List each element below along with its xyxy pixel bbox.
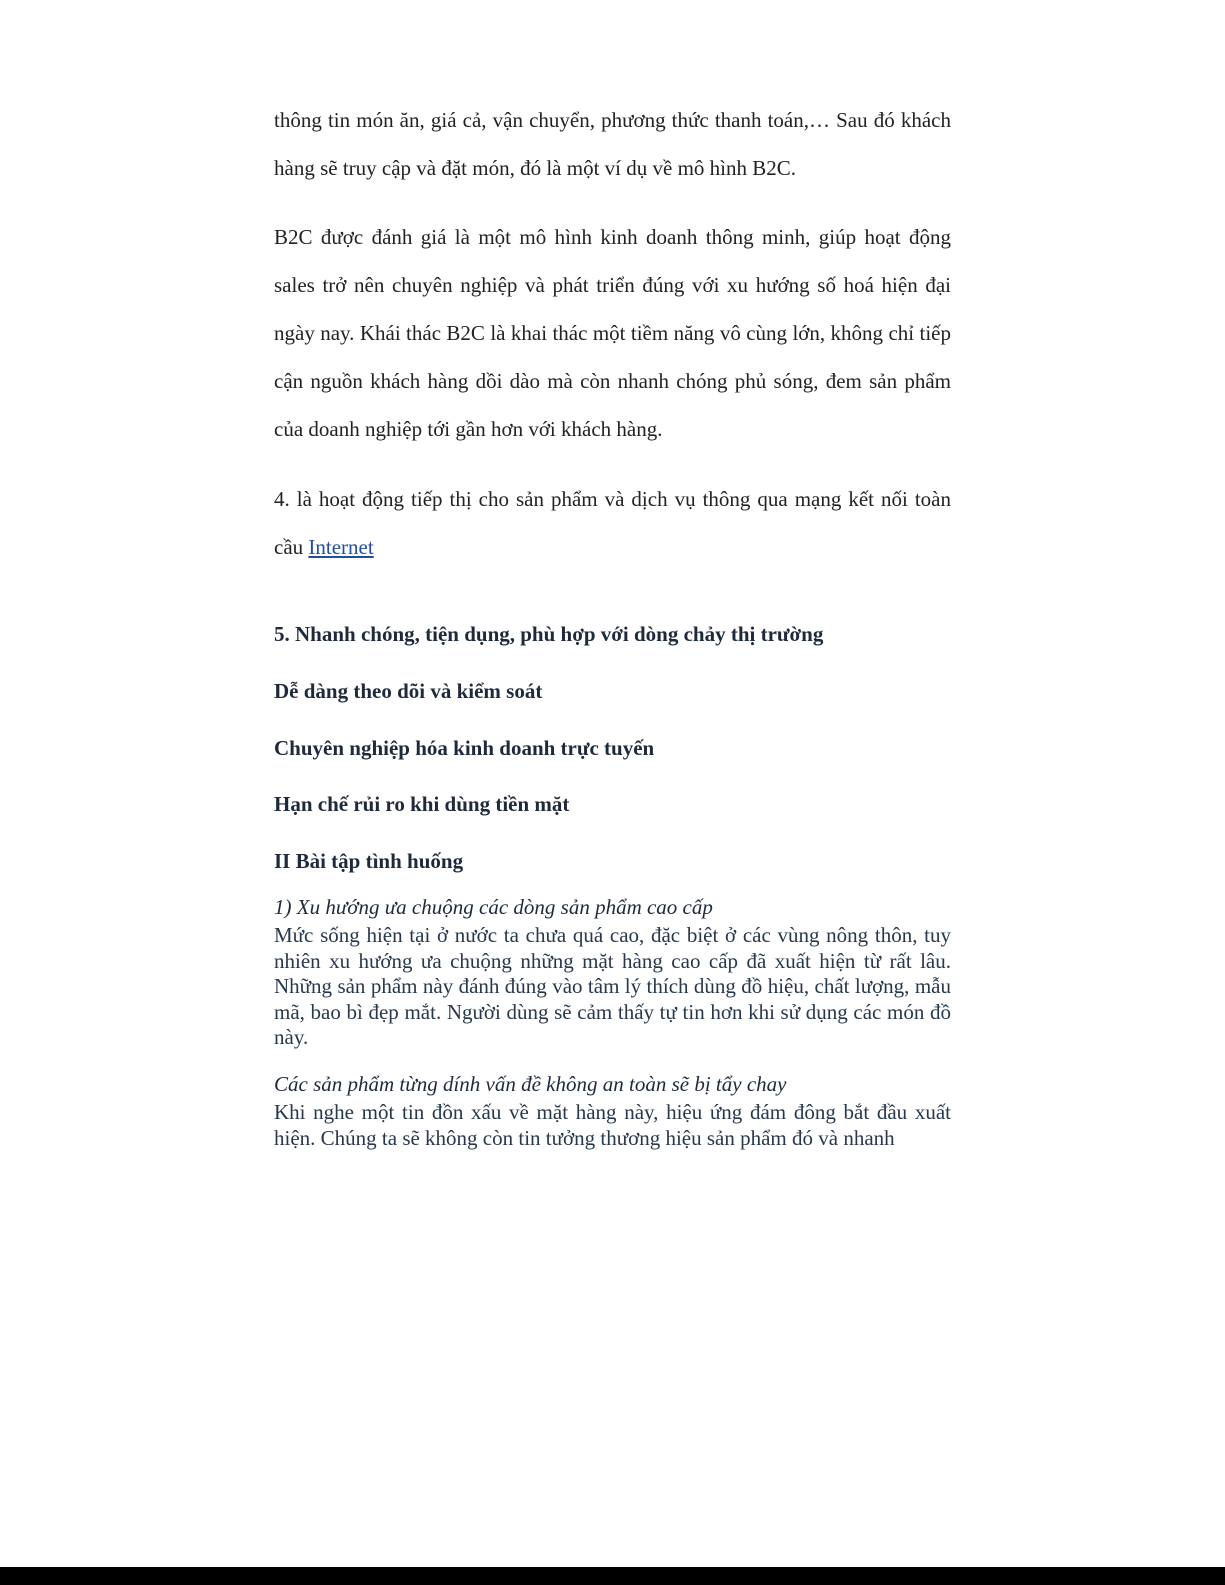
paragraph-rumor-effect: Khi nghe một tin đồn xấu về mặt hàng này, hiệu ứng đám đông bắt đầu xuất hiện. Chúng ta sẽ không còn tin tưởng thương hiệu sản phẩm đó và nhanh [274,1100,951,1150]
heading-professional-online: Chuyên nghiệp hóa kinh doanh trực tuyến [274,736,655,760]
heading-case-study: II Bài tập tình huống [274,849,464,873]
paragraph-internet-marketing [274,475,951,571]
paragraph-b2c-evaluation: B2C được đánh giá là một mô hình kinh doanh thông minh, giúp hoạt động sales trở nên chuyên nghiệp và phát triển đúng với xu hướng số hoá hiện đại ngày nay. Khái thác B2C là khai thác một tiềm năng vô cùng lớn, không chỉ tiếp cận nguồn khách hàng dồi dào mà còn nhanh chóng phủ sóng, đem sản phẩm của doanh nghiệp tới gần hơn với khách hàng. [274,225,951,441]
paragraph-b2c-example: thông tin món ăn, giá cả, vận chuyển, phương thức thanh toán,… Sau đó khách hàng sẽ truy cập và đặt món, đó là một ví dụ về mô hình B2C. [274,108,951,180]
heading-cash-risk: Hạn chế rủi ro khi dùng tiền mặt [274,792,570,816]
subheading-boycott: Các sản phẩm từng dính vấn đề không an toàn sẽ bị tẩy chay [274,1072,787,1096]
paragraph-living-standard: Mức sống hiện tại ở nước ta chưa quá cao, đặc biệt ở các vùng nông thôn, tuy nhiên xu hướng ưa chuộng những mặt hàng cao cấp đã xuất hiện từ rất lâu. Những sản phẩm này đánh đúng vào tâm lý thích dùng đồ hiệu, chất lượng, mẫu mã, bao bì đẹp mắt. Người dùng sẽ cảm thấy tự tin hơn khi sử dụng các món đồ này. [274,923,951,1050]
subheading-premium-trend: 1) Xu hướng ưa chuộng các dòng sản phẩm cao cấp [274,895,713,919]
internet-link[interactable]: Internet [308,535,374,559]
heading-easy-tracking: Dễ dàng theo dõi và kiểm soát [274,679,543,703]
heading-fast-convenient: 5. Nhanh chóng, tiện dụng, phù hợp với dòng chảy thị trường [274,622,824,646]
bottom-edge-bar [0,1567,1225,1585]
paragraph-internet-marketing-text: 4. là hoạt động tiếp thị cho sản phẩm và dịch vụ thông qua mạng kết nối toàn cầu [274,487,951,559]
